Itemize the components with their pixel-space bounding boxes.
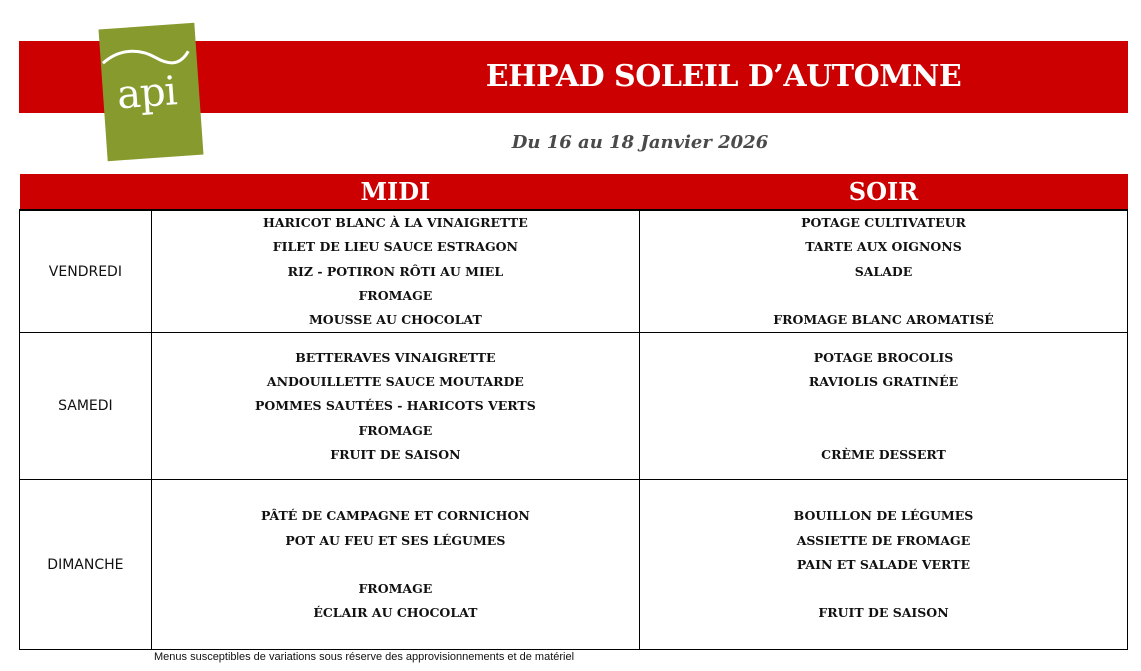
dish: POT AU FEU ET SES LÉGUMES: [285, 532, 506, 548]
midi-cell: [151, 210, 639, 333]
dish: FROMAGE: [358, 287, 433, 303]
menu-table: [19, 174, 1128, 650]
dish: [640, 419, 1127, 443]
midi-cell: [151, 480, 639, 650]
dish: HARICOT BLANC À LA VINAIGRETTE: [263, 215, 528, 230]
dish: PÂTÉ DE CAMPAGNE ET CORNICHON: [260, 508, 530, 524]
dish: FROMAGE BLANC AROMATISÉ: [773, 312, 994, 328]
dish: TARTE AUX OIGNONS: [805, 239, 962, 255]
dish: FROMAGE: [358, 581, 433, 597]
header-empty: [20, 174, 152, 210]
footnote: Menus susceptibles de variations sous réserve des approvisionnements et de matériel: [154, 651, 575, 663]
table-row: [20, 210, 1128, 333]
logo-text: api: [115, 68, 178, 119]
soir-cell: [639, 333, 1127, 480]
dish: FILET DE LIEU SAUCE ESTRAGON: [272, 239, 518, 255]
dish: POMMES SAUTÉES - HARICOTS VERTS: [255, 398, 536, 414]
table-header-row: [20, 174, 1128, 210]
dish: BOUILLON DE LÉGUMES: [793, 508, 974, 524]
midi-cell: [151, 333, 639, 480]
dish: CRÈME DESSERT: [821, 446, 946, 462]
dish: BETTERAVES VINAIGRETTE: [295, 349, 496, 365]
dish: SALADE: [854, 263, 913, 279]
dish: [152, 553, 639, 577]
page-title: EHPAD SOLEIL D’AUTOMNE: [485, 59, 962, 94]
date-range: Du 16 au 18 Janvier 2026: [511, 132, 769, 153]
table-row: [20, 333, 1128, 480]
day-label: VENDREDI: [20, 210, 152, 333]
dish: FRUIT DE SAISON: [818, 605, 949, 621]
dish: PAIN ET SALADE VERTE: [796, 556, 971, 572]
table-row: [20, 480, 1128, 650]
dish: ANDOUILLETTE SAUCE MOUTARDE: [266, 374, 524, 390]
header-soir: SOIR: [639, 174, 1127, 210]
dish: POTAGE CULTIVATEUR: [801, 215, 966, 230]
header-midi: MIDI: [151, 174, 639, 210]
day-label: SAMEDI: [20, 333, 152, 480]
day-label: DIMANCHE: [20, 480, 152, 650]
dish: FROMAGE: [358, 422, 433, 438]
dish: ASSIETTE DE FROMAGE: [796, 532, 971, 548]
dish: POTAGE BROCOLIS: [813, 349, 954, 365]
dish: MOUSSE AU CHOCOLAT: [308, 312, 482, 328]
dish: FRUIT DE SAISON: [330, 446, 461, 462]
dish: ÉCLAIR AU CHOCOLAT: [313, 605, 478, 621]
dish: RAVIOLIS GRATINÉE: [808, 374, 959, 390]
dish: [640, 284, 1127, 308]
dish: RIZ - POTIRON RÔTI AU MIEL: [287, 263, 504, 279]
dish: [640, 394, 1127, 418]
dish: [640, 577, 1127, 601]
soir-cell: [639, 480, 1127, 650]
soir-cell: [639, 210, 1127, 333]
